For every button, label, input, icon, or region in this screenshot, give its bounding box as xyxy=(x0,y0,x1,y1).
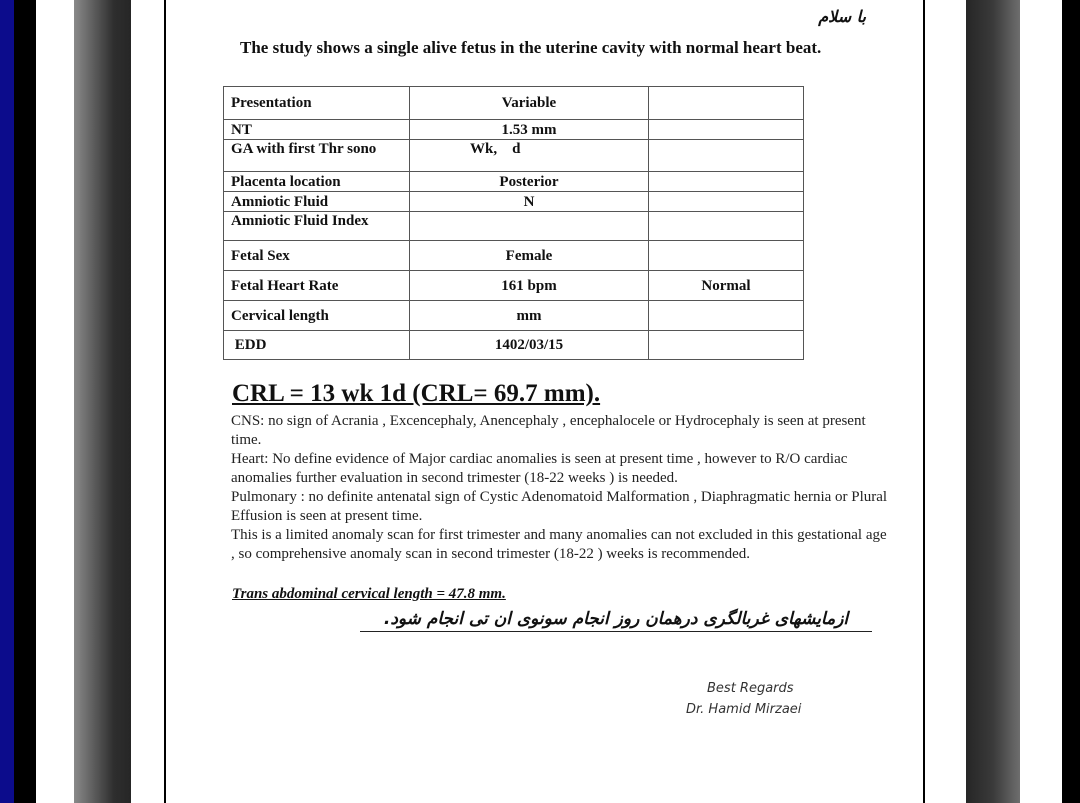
row-value: Female xyxy=(410,241,649,271)
row-note xyxy=(649,331,804,360)
cns-finding: CNS: no sign of Acrania , Excencephaly, Anencephaly , encephalocele or Hydrocephaly is seen at present time. xyxy=(231,413,866,448)
row-label: Placenta location xyxy=(224,172,410,192)
row-value: 1.53 mm xyxy=(410,120,649,140)
row-note xyxy=(649,120,804,140)
row-value: 161 bpm xyxy=(410,271,649,301)
right-margin xyxy=(1020,0,1062,803)
table-row xyxy=(224,301,804,331)
limitation-note: This is a limited anomaly scan for first trimester and many anomalies can not excluded in this gestational age , so comprehensive anomaly scan in second trimester (18-22 ) weeks is recommended. xyxy=(231,527,887,562)
right-border-black xyxy=(1062,0,1080,803)
crl-heading: CRL = 13 wk 1d (CRL= 69.7 mm). xyxy=(232,380,601,407)
regards-line: Best Regards xyxy=(707,681,794,696)
page-right-border xyxy=(923,0,925,803)
doctor-name: Dr. Hamid Mirzaei xyxy=(686,702,802,717)
table-row xyxy=(224,241,804,271)
row-note xyxy=(649,212,804,241)
page-left-border xyxy=(164,0,166,803)
table-row xyxy=(224,192,804,212)
findings-text xyxy=(231,412,891,564)
table-row xyxy=(224,87,804,120)
intro-sentence: The study shows a single alive fetus in the uterine cavity with normal heart beat. xyxy=(240,38,822,57)
row-value: N xyxy=(410,192,649,212)
row-note xyxy=(649,192,804,212)
row-label: Fetal Heart Rate xyxy=(224,271,410,301)
table-row xyxy=(224,172,804,192)
row-label: Amniotic Fluid Index xyxy=(224,212,410,241)
row-label: Amniotic Fluid xyxy=(224,192,410,212)
pulmonary-finding: Pulmonary : no definite antenatal sign of Cystic Adenomatoid Malformation , Diaphragmatic hernia or Plural Effusion is seen at present time. xyxy=(231,489,888,524)
table-row xyxy=(224,140,804,172)
row-label: Fetal Sex xyxy=(224,241,410,271)
row-value: Variable xyxy=(410,87,649,120)
findings-table xyxy=(223,86,804,360)
table-row xyxy=(224,120,804,140)
left-border-blue xyxy=(0,0,14,803)
row-value xyxy=(410,212,649,241)
heart-finding: Heart: No define evidence of Major cardiac anomalies is seen at present time , however to R/O cardiac anomalies further evaluation in second trimester (18-22 weeks ) is needed. xyxy=(231,451,848,486)
row-label: Presentation xyxy=(224,87,410,120)
row-note xyxy=(649,87,804,120)
table-row xyxy=(224,271,804,301)
row-note xyxy=(649,301,804,331)
row-label: EDD xyxy=(224,331,410,360)
row-value: Wk, d xyxy=(410,140,649,172)
row-note: Normal xyxy=(649,271,804,301)
cervical-length-note: Trans abdominal cervical length = 47.8 mm. xyxy=(232,586,506,602)
right-page-shadow xyxy=(966,0,1020,803)
row-value: Posterior xyxy=(410,172,649,192)
signature-block xyxy=(686,678,801,720)
row-note xyxy=(649,172,804,192)
row-label: Cervical length xyxy=(224,301,410,331)
table-row xyxy=(224,331,804,360)
row-value: 1402/03/15 xyxy=(410,331,649,360)
greeting: با سلام xyxy=(818,7,866,26)
left-page-shadow xyxy=(74,0,131,803)
table-row xyxy=(224,212,804,241)
row-label: GA with first Thr sono xyxy=(224,140,410,172)
row-value: mm xyxy=(410,301,649,331)
left-border-black xyxy=(14,0,36,803)
persian-screening-note: ازمایشهای غربالگری درهمان روز انجام سونوی ان تی انجام شود. xyxy=(360,609,872,632)
row-label: NT xyxy=(224,120,410,140)
row-note xyxy=(649,241,804,271)
left-margin xyxy=(36,0,74,803)
row-note xyxy=(649,140,804,172)
